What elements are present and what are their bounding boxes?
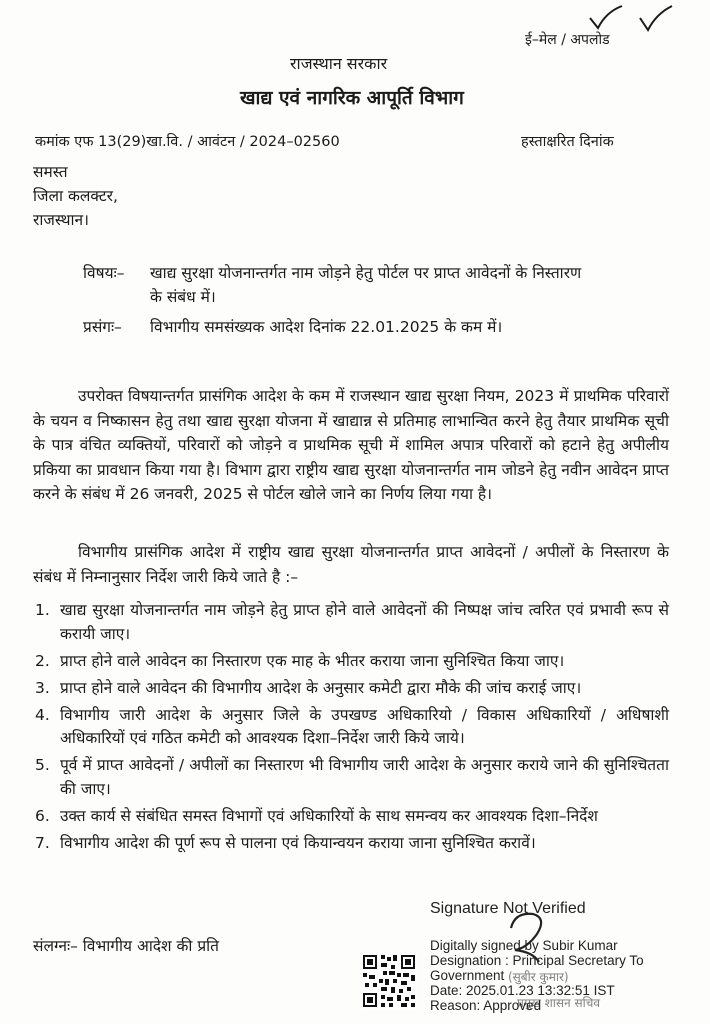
department-heading: खाद्य एवं नागरिक आपूर्ति विभाग bbox=[240, 87, 464, 109]
directive-list bbox=[33, 599, 669, 859]
enclosure-note: संलग्नः– विभागीय आदेश की प्रति bbox=[33, 937, 220, 955]
email-upload-note: ई–मेल / अपलोड bbox=[525, 32, 610, 48]
reference-number: कमांक एफ 13(29)खा.वि. / आवंटन / 2024–02560 bbox=[35, 134, 340, 150]
signature-line: Government bbox=[430, 968, 505, 983]
list-item: 6. उक्त कार्य से संबंधित समस्त विभागों एवं अधिकारियों के साथ समन्वय कर आवश्यक दिशा–निर्देश bbox=[35, 806, 598, 825]
context-text: विभागीय समसंख्यक आदेश दिनांक 22.01.2025 के कम में। bbox=[150, 318, 503, 336]
signature-line: Designation : Principal Secretary To bbox=[430, 953, 644, 968]
signatory-name-stamp: (सुबीर कुमार) bbox=[508, 970, 569, 984]
signature-line: Date: 2025.01.23 13:32:51 IST bbox=[430, 983, 615, 998]
addressee-line: जिला कलक्टर, bbox=[33, 187, 118, 205]
signatory-title-stamp: प्रमुख शासन सचिव bbox=[517, 996, 601, 1010]
signed-date-label: हस्ताक्षरित दिनांक bbox=[521, 134, 614, 150]
subject-text: खाद्य सुरक्षा योजनान्तर्गत नाम जोड़ने हेतु पोर्टल पर प्राप्त आवेदनों के निस्तारण bbox=[150, 264, 582, 282]
addressee-line: समस्त bbox=[33, 163, 68, 181]
body-paragraph: उपरोक्त विषयान्तर्गत प्रासंगिक आदेश के कम में राजस्थान खाद्य सुरक्षा नियम, 2023 में प्राथमिक परिवारों के चयन व निष्कासन हेतु तथा खाद्य सुरक्षा योजना में खाद्यान्न से प्रतिमाह लाभान्वित करने हेतु तैयार प्राथमिक सूची के पात्र वंचित व्यक्तियों, परिवारों को जोड़ने व प्राथमिक सूची में शामिल अपात्र परिवारों को हटाने हेतु अपीलीय प्रकिया का प्रावधान किया गया है। विभाग द्वारा राष्ट्रीय खाद्य सुरक्षा योजनान्तर्गत नाम जोडने हेतु नवीन आवेदन प्राप्त करने के संबंध में 26 जनवरी, 2025 से पोर्टल खोले जाने का निर्णय लिया गया है। bbox=[33, 387, 669, 503]
signature-status: Signature Not Verified bbox=[430, 900, 586, 917]
addressee-line: राजस्थान। bbox=[33, 211, 89, 229]
list-item: 1. खाद्य सुरक्षा योजनान्तर्गत नाम जोड़ने हेतु प्राप्त होने वाले आवेदनों की निष्पक्ष जांच त्वरित एवं प्रभावी रूप से करायी जाए। bbox=[35, 601, 669, 643]
list-item: 2. प्राप्त होने वाले आवेदन का निस्तारण एक माह के भीतर कराया जाना सुनिश्चित किया जाए। bbox=[35, 651, 565, 670]
government-heading: राजस्थान सरकार bbox=[290, 54, 388, 73]
list-item: 7. विभागीय आदेश की पूर्ण रूप से पालना एवं कियान्वयन कराया जाना सुनिश्चित करावें। bbox=[35, 833, 536, 852]
list-item: 5. पूर्व में प्राप्त आवेदनों / अपीलों का निस्तारण भी विभागीय जारी आदेश के अनुसार कराये जाने की सुनिश्चितता की जाए। bbox=[35, 756, 669, 798]
body-paragraph: विभागीय प्रासंगिक आदेश में राष्ट्रीय खाद्य सुरक्षा योजनान्तर्गत प्राप्त आवेदनों / अपीलों के निस्तारण के संबंध में निम्नानुसार निर्देश जारी किये जाते है :– bbox=[33, 543, 669, 586]
signature-line: Digitally signed by Subir Kumar bbox=[430, 938, 618, 953]
subject-label: विषयः– bbox=[83, 264, 125, 282]
context-label: प्रसंगः– bbox=[83, 318, 122, 336]
list-item: 4. विभागीय जारी आदेश के अनुसार जिले के उपखण्ड अधिकारियो / विकास अधिकारियों / अधिषाशी अधिकारियों एवं गठित कमेटी को आवश्यक दिशा–निर्देश जारी किये जाये। bbox=[35, 705, 669, 747]
qr-code-icon bbox=[361, 953, 417, 1009]
digital-signature-block bbox=[430, 938, 644, 1013]
subject-text: के संबंध में। bbox=[150, 288, 216, 306]
signature-line: Reason: Approved bbox=[430, 998, 542, 1013]
list-item: 3. प्राप्त होने वाले आवेदन की विभागीय आदेश के अनुसार कमेटी द्वारा मौके की जांच कराई जाए। bbox=[35, 678, 582, 697]
